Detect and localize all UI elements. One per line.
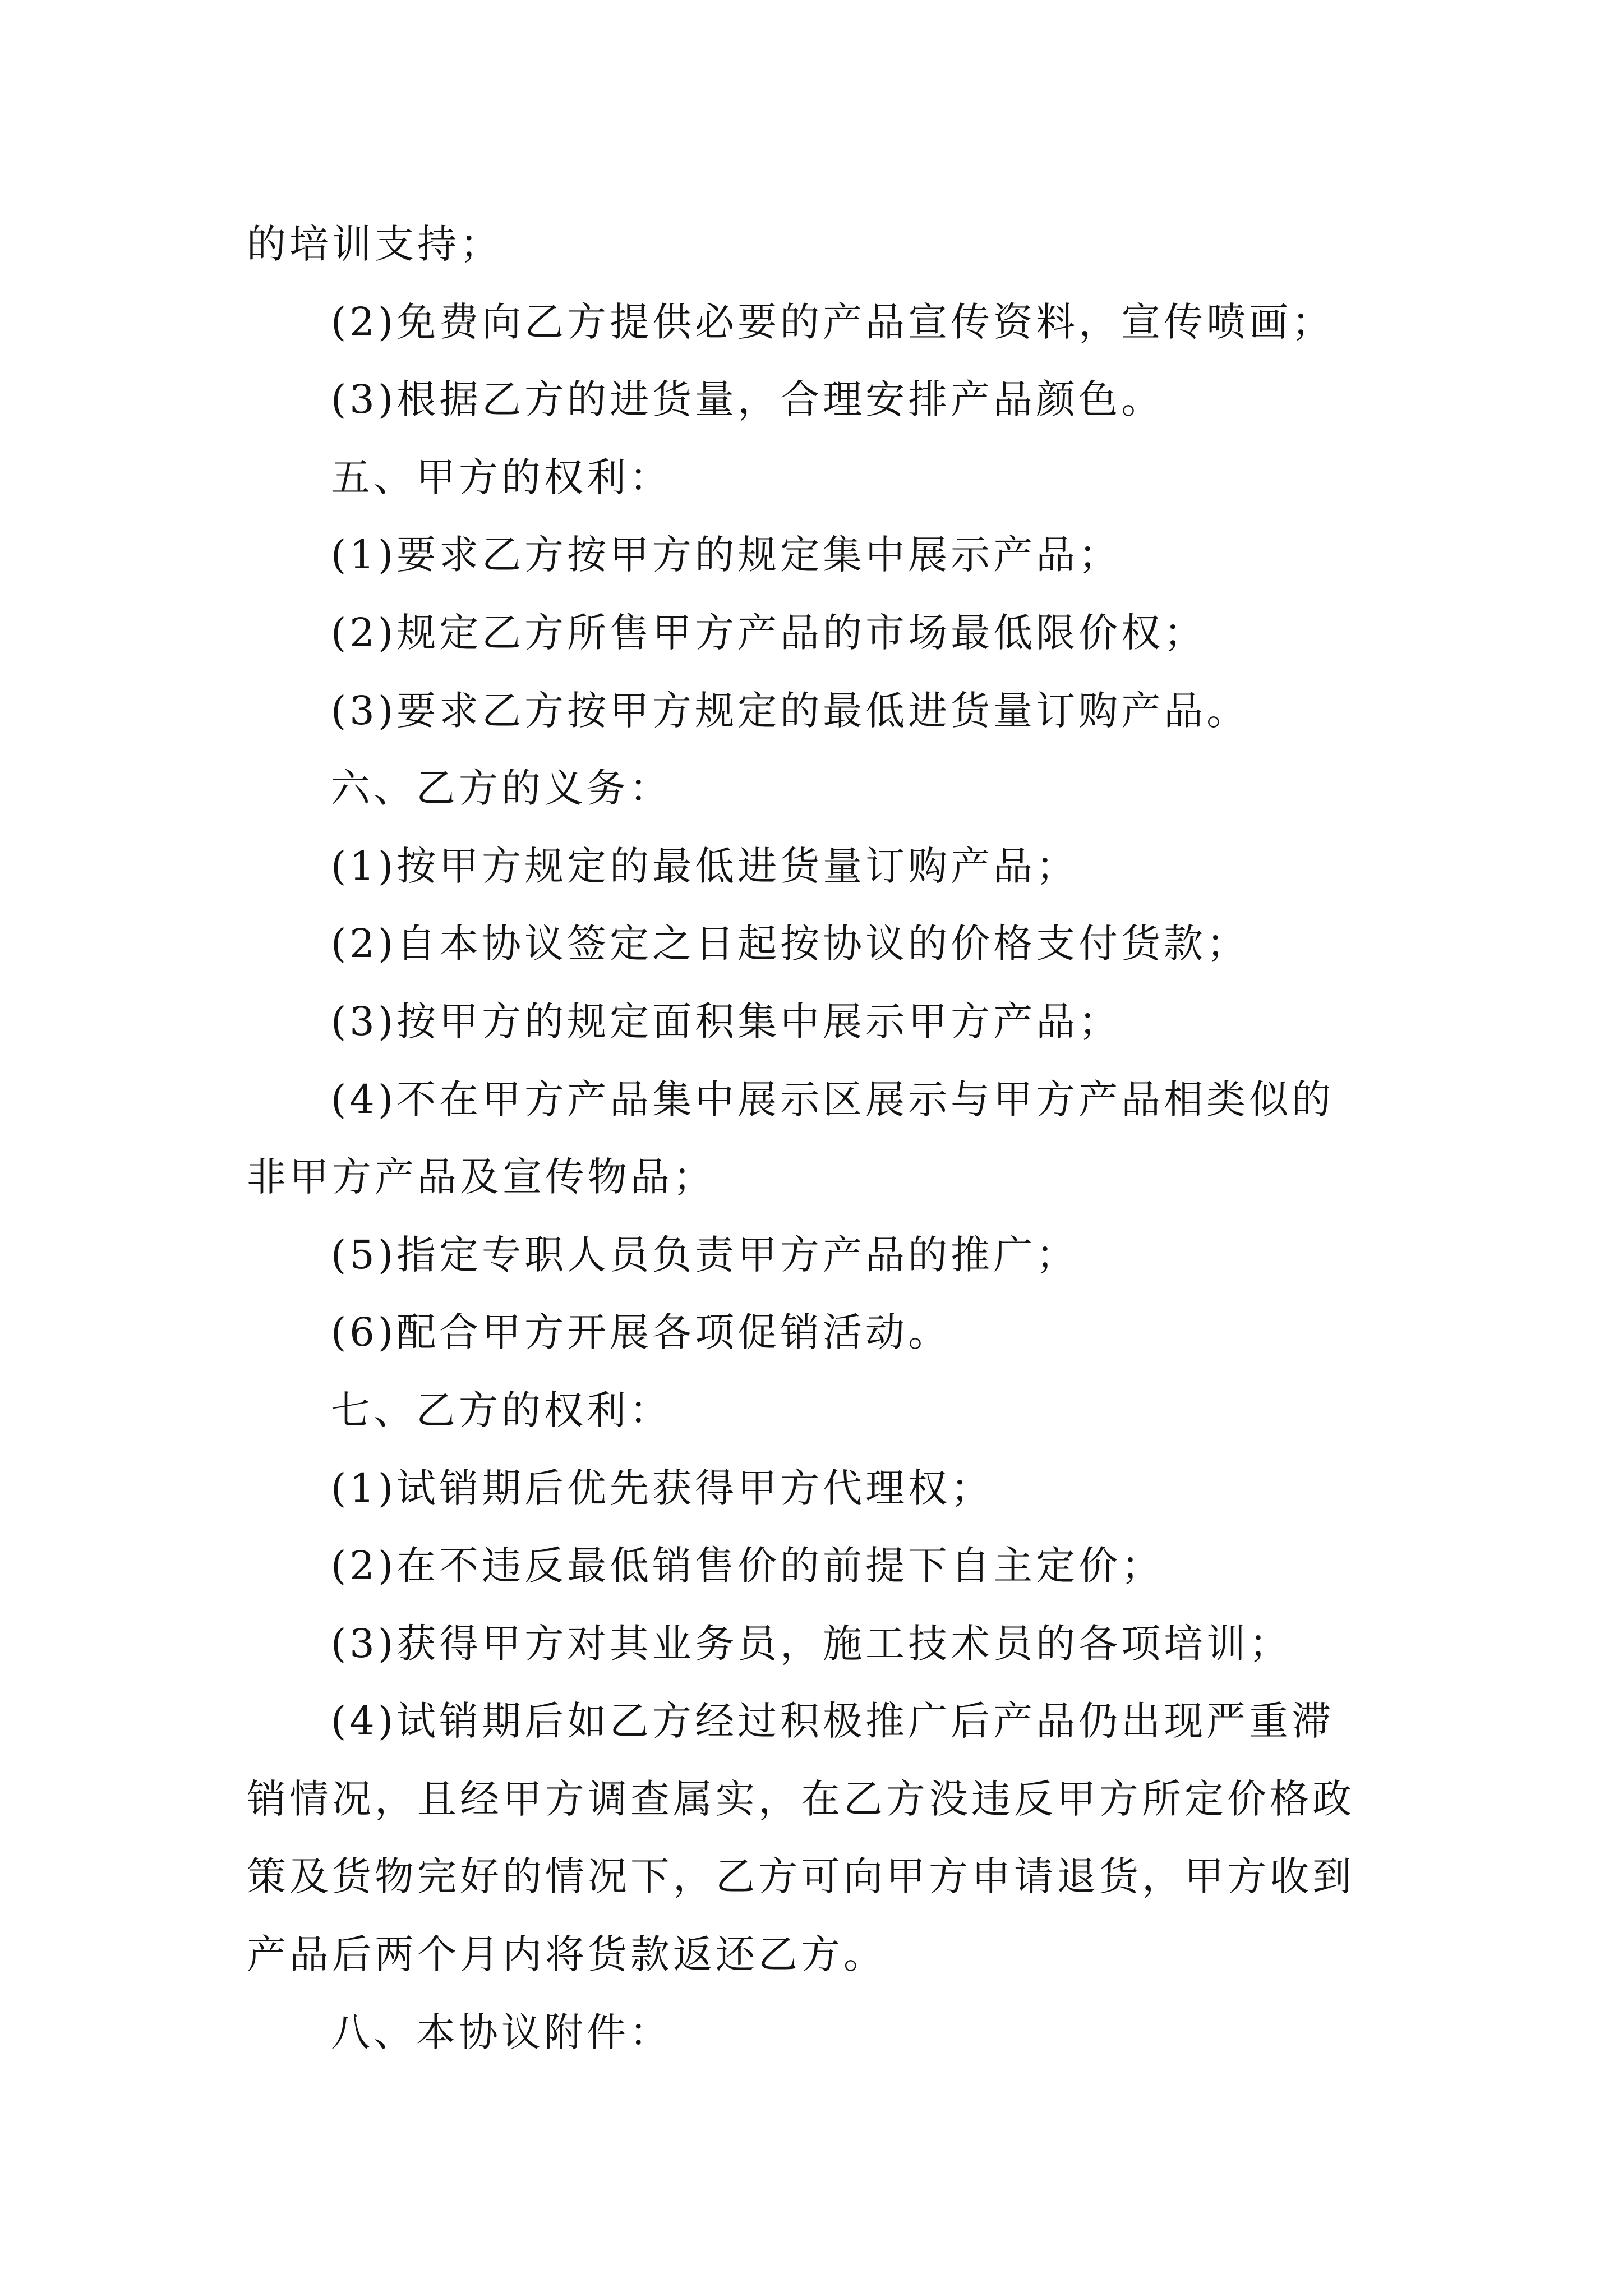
text-line-17: (1)试销期后优先获得甲方代理权； <box>331 1465 994 1511</box>
text-line-5: (1)要求乙方按甲方的规定集中展示产品； <box>331 532 1122 578</box>
section-heading-7: 七、乙方的权利： <box>331 1387 672 1433</box>
text-line-9: (1)按甲方规定的最低进货量订购产品； <box>331 843 1079 889</box>
text-line-18: (2)在不违反最低销售价的前提下自主定价； <box>331 1543 1164 1589</box>
section-heading-6: 六、乙方的义务： <box>331 765 672 812</box>
text-line-13: 非甲方产品及宣传物品； <box>247 1154 716 1200</box>
text-line-12: (4)不在甲方产品集中展示区展示与甲方产品相类似的 <box>331 1076 1335 1122</box>
text-line-6: (2)规定乙方所售甲方产品的市场最低限价权； <box>331 609 1207 656</box>
text-line-15: (6)配合甲方开展各项促销活动。 <box>331 1309 951 1356</box>
text-line-1: 的培训支持； <box>247 221 502 267</box>
document-body <box>247 205 1402 2071</box>
text-line-7: (3)要求乙方按甲方规定的最低进货量订购产品。 <box>331 687 1249 734</box>
text-line-2: (2)免费向乙方提供必要的产品宣传资料，宣传喷画； <box>331 298 1335 345</box>
text-line-21: 销情况，且经甲方调查属实，在乙方没违反甲方所定价格政 <box>247 1775 1355 1822</box>
text-line-14: (5)指定专职人员负责甲方产品的推广； <box>331 1231 1079 1278</box>
section-heading-8: 八、本协议附件： <box>331 2009 672 2055</box>
text-line-23: 产品后两个月内将货款返还乙方。 <box>247 1931 886 1978</box>
text-line-20: (4)试销期后如乙方经过积极推广后产品仍出现严重滞 <box>331 1698 1335 1745</box>
text-line-10: (2)自本协议签定之日起按协议的价格支付货款； <box>331 921 1249 967</box>
text-line-19: (3)获得甲方对其业务员，施工技术员的各项培训； <box>331 1620 1292 1667</box>
text-line-11: (3)按甲方的规定面积集中展示甲方产品； <box>331 998 1122 1045</box>
text-line-3: (3)根据乙方的进货量，合理安排产品颜色。 <box>331 376 1164 423</box>
section-heading-5: 五、甲方的权利： <box>331 454 672 500</box>
text-line-22: 策及货物完好的情况下，乙方可向甲方申请退货，甲方收到 <box>247 1853 1355 1900</box>
